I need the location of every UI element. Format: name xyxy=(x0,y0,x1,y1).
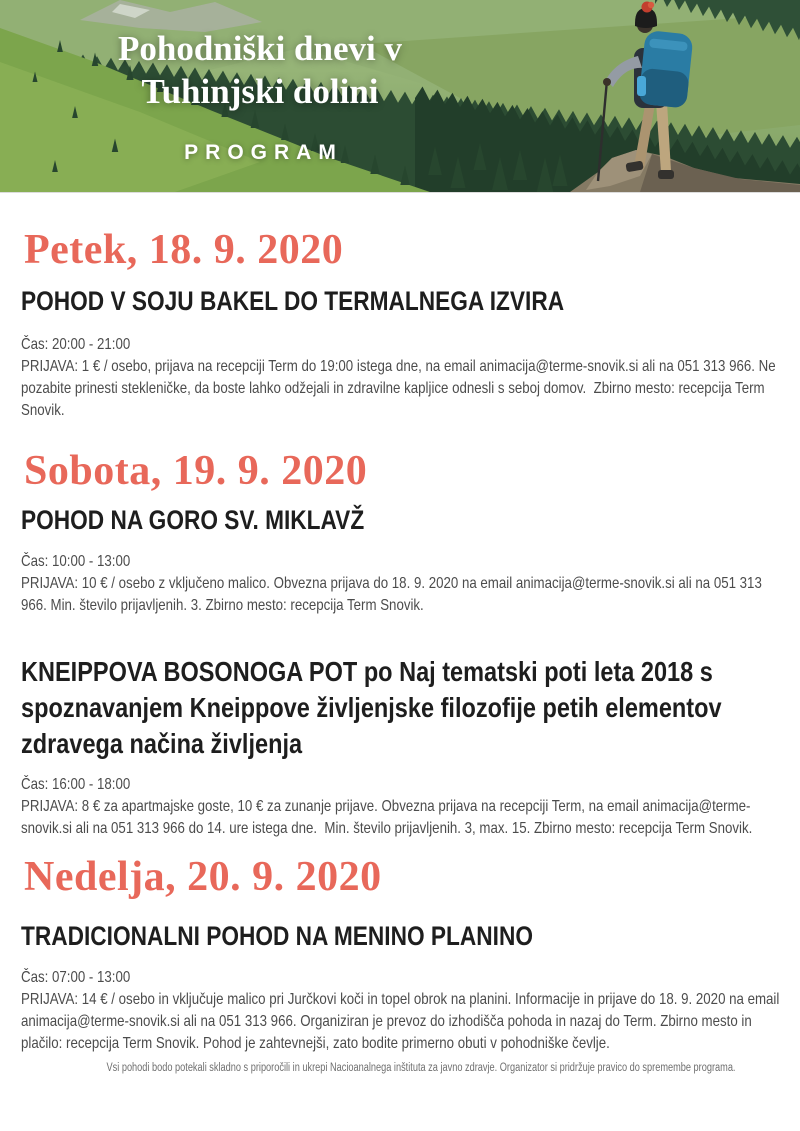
event-details: PRIJAVA: 8 € za apartmajske goste, 10 € za zunanje prijave. Obvezna prijava na recepciji Term, na email animacija@terme-snovik.si ali na 051 313 966 do 14. ure istega dne. Min. število prijavljenih. 3, max. 15. Zbirno mesto: recepcija Term Snovik. xyxy=(21,798,753,837)
day-section-friday xyxy=(21,225,800,422)
flyer-title-line2: Tuhinjski dolini xyxy=(141,72,379,111)
event-details: PRIJAVA: 10 € / osebo z vključeno malico. Obvezna prijava do 18. 9. 2020 na email animacija@terme-snovik.si ali na 051 313 966. Min. število prijavljenih. 3. Zbirno mesto: recepcija Term Snovik. xyxy=(21,575,766,614)
day-section-saturday xyxy=(21,446,800,840)
event-title: TRADICIONALNI POHOD NA MENINO PLANINO xyxy=(21,921,533,951)
event-time: Čas: 07:00 - 13:00 xyxy=(21,969,131,986)
pompom-highlight xyxy=(648,2,654,8)
day-section-sunday xyxy=(21,852,800,1055)
flyer-title-line1: Pohodniški dnevi v xyxy=(118,29,402,68)
event-miklavz-hike xyxy=(21,504,800,617)
hiker-boot xyxy=(658,170,674,179)
footer-note: Vsi pohodi bodo potekali skladno s priporočili in ukrepi Nacioanalnega inštituta za javno zdravje. Organizator si pridržuje pravico do spremembe programa. xyxy=(106,1062,736,1074)
flyer-footer xyxy=(21,1060,800,1076)
flyer-subtitle: PROGRAM xyxy=(184,141,343,164)
event-time: Čas: 20:00 - 21:00 xyxy=(21,336,131,353)
event-title: POHOD V SOJU BAKEL DO TERMALNEGA IZVIRA xyxy=(21,286,565,316)
event-time: Čas: 10:00 - 13:00 xyxy=(21,553,131,570)
day-heading-sunday: Nedelja, 20. 9. 2020 xyxy=(24,854,382,900)
event-details: PRIJAVA: 1 € / osebo, prijava na recepciji Term do 19:00 istega dne, na email animacija@terme-snovik.si ali na 051 313 966. Ne pozabite prinesti stekleničke, da boste lahko odžejali in zdravilne kapljice odnesli s seboj domov. Zbirno mesto: recepcija Term Snovik. xyxy=(21,358,780,419)
event-time: Čas: 16:00 - 18:00 xyxy=(21,776,131,793)
event-details: PRIJAVA: 14 € / osebo in vključuje malico pri Jurčkovi koči in topel obrok na planini. Informacije in prijave do 18. 9. 2020 na email animacija@terme-snovik.si ali na 051 313 966. Organiziran je prevoz do izhodišča pohoda in nazaj do Term. Zbirno mesto in plačilo: recepcija Term Snovik. Pohod je zahtevnejši, zato bodite primerno obuti v pohodniške čevlje. xyxy=(21,991,784,1052)
backpack xyxy=(638,30,693,109)
event-title: KNEIPPOVA BOSONOGA POT po Naj tematski poti leta 2018 s spoznavanjem Kneippove življenjske filozofije petih elementov zdravega načina življenja xyxy=(21,656,722,759)
day-heading-friday: Petek, 18. 9. 2020 xyxy=(24,227,344,273)
day-heading-saturday: Sobota, 19. 9. 2020 xyxy=(24,448,368,494)
event-menina-hike xyxy=(21,920,800,1055)
header-photo xyxy=(0,0,800,193)
event-title: POHOD NA GORO SV. MIKLAVŽ xyxy=(21,505,365,535)
hiker-hand xyxy=(603,78,611,86)
flyer-title xyxy=(0,27,520,113)
event-torch-hike xyxy=(21,285,800,422)
program-content xyxy=(0,225,800,1076)
water-bottle xyxy=(637,76,646,96)
event-kneipp-path xyxy=(21,654,800,840)
